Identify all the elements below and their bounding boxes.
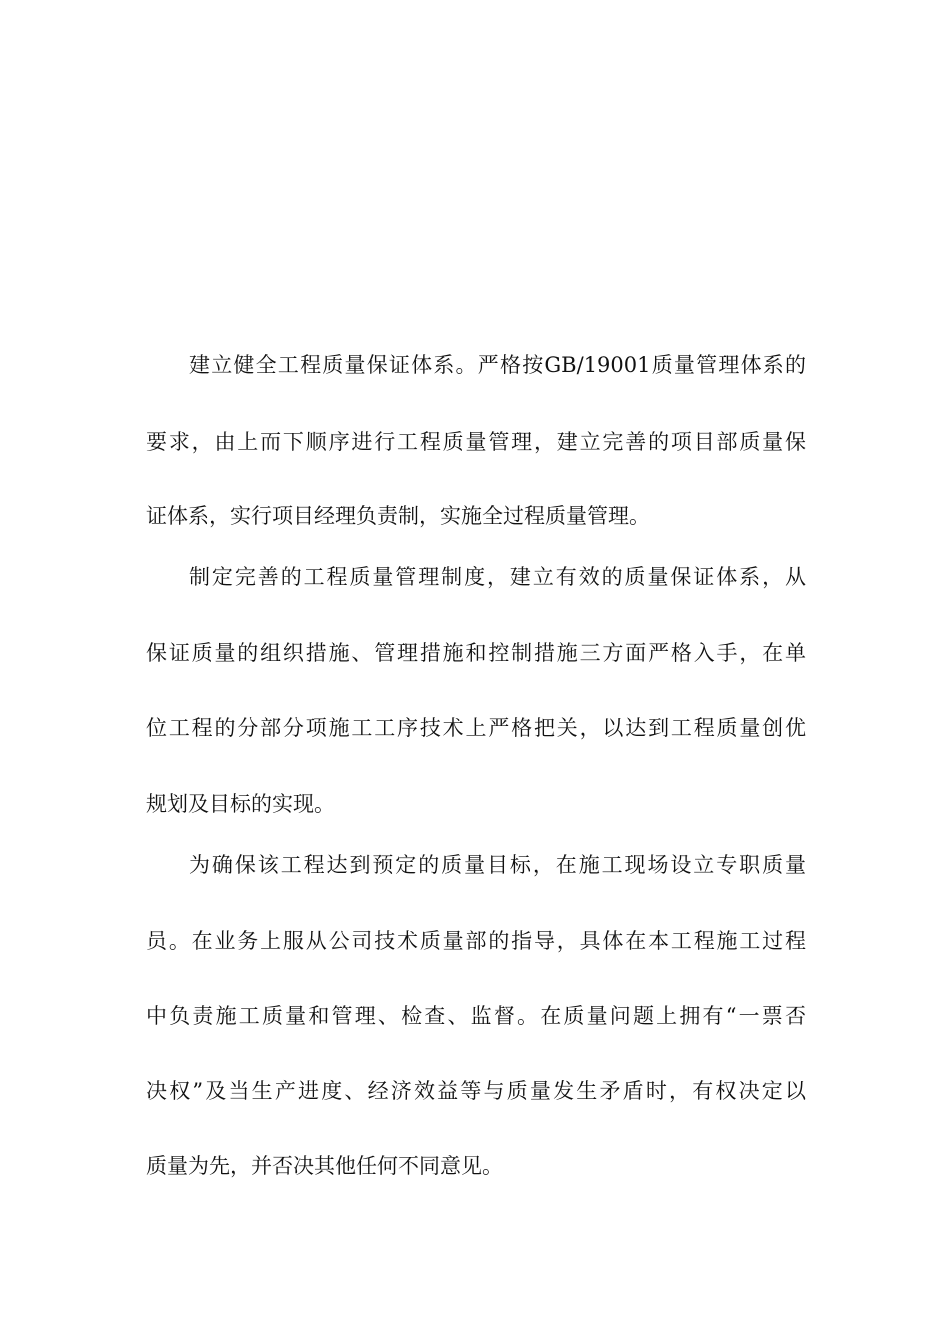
paragraph-1-line-2: 要求，由上而下顺序进行工程质量管理，建立完善的项目部质量保 <box>146 430 806 454</box>
paragraph-2-line-2: 保证质量的组织措施、管理措施和控制措施三方面严格入手，在单 <box>146 641 806 665</box>
paragraph-2-line-3: 位工程的分部分项施工工序技术上严格把关，以达到工程质量创优 <box>146 716 806 740</box>
paragraph-1-line-1: 建立健全工程质量保证体系。严格按GB/19001质量管理体系的 <box>189 353 806 377</box>
paragraph-3-line-3: 中负责施工质量和管理、检查、监督。在质量问题上拥有“一票否 <box>146 1004 806 1028</box>
paragraph-2-line-1: 制定完善的工程质量管理制度，建立有效的质量保证体系，从 <box>189 565 806 589</box>
paragraph-3-line-1: 为确保该工程达到预定的质量目标，在施工现场设立专职质量 <box>189 853 806 877</box>
paragraph-2-line-4: 规划及目标的实现。 <box>146 792 335 816</box>
paragraph-3-line-4: 决权”及当生产进度、经济效益等与质量发生矛盾时，有权决定以 <box>146 1079 806 1103</box>
paragraph-3-line-5: 质量为先，并否决其他任何不同意见。 <box>146 1154 503 1178</box>
paragraph-3-line-2: 员。在业务上服从公司技术质量部的指导，具体在本工程施工过程 <box>146 929 806 953</box>
paragraph-1-line-3: 证体系，实行项目经理负责制，实施全过程质量管理。 <box>146 504 650 528</box>
